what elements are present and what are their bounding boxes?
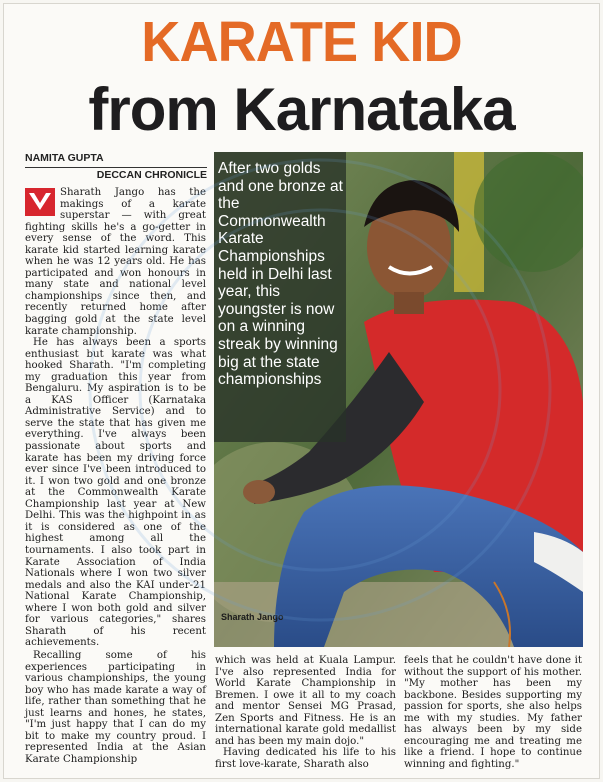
photo-caption: Sharath Jango [221, 612, 284, 622]
article-paragraph: He has always been a sports enthusiast but karate was what hooked Sharath. "I'm completing my graduation this year from Bengaluru. My aspiration is to be a KAS Officer (Karnataka Administrative Service) and to serve the state that has given me everything. I've always been passionate about sports and karate has been my driving force ever since I've been introduced to it. I won two gold and one bronze at the Commonwealth Karate Championship last year at New Delhi. This was the highpoint in as it is considered as one of the highest among all the tournaments. I also took part in Karate Association of India Nationals where I won two silver medals and also the KAI under-21 National Karate Championship, where I won both gold and silver for various categories," shares Sharath of his recent achievements. [25, 337, 206, 649]
publication-name: DECCAN CHRONICLE [25, 167, 207, 181]
dropcap-chevron-icon [25, 188, 55, 216]
article-paragraph: Recalling some of his experiences participating in various championships, the young boy who has made karate a way of life, rather than something that he just learns and hones, he states, "I'm just happy that I can do my bit to make my country proud. I represented India at the Asian Karate Championship [25, 650, 206, 765]
article-paragraph: feels that he couldn't have done it without the support of his mother. "My mother has been my backbone. Besides supporting my passion for sports, she also helps me with my studies. My father has always been by my side encouraging me and treating me like a friend. I hope to continue winning and fighting." [404, 655, 582, 770]
headline-line-1: KARATE KID [141, 10, 462, 74]
headline-line-2: from Karnataka [88, 76, 515, 143]
article-paragraph: Having dedicated his life to his first love-karate, Sharath also [215, 747, 396, 770]
article-column-3 [404, 655, 582, 770]
article-column-1-bottom [25, 650, 206, 765]
article-paragraph: Sharath Jango has the makings of a karate superstar — with great fighting skills he's a go-getter in every sense of the word. This karate kid started learning karate when he was 12 years old. He has participated and won honours in many state and national level championships since then, and recently returned home after bagging gold at the state level karate championship. [25, 187, 206, 337]
article-column-2 [215, 655, 396, 770]
byline [25, 152, 207, 181]
article-column-1 [25, 187, 206, 649]
article-paragraph: which was held at Kuala Lampur. I've also represented India for World Karate Championship in Bremen. I owe it all to my coach and mentor Sensei MG Prasad, Zen Sports and Fitness. He is an international karate gold medallist and has been my main dojo." [215, 655, 396, 747]
callout-text: After two golds and one bronze at the Commonwealth Karate Championships held in Delhi last year, this youngster is now on a winning streak by winning big at the state championships [218, 160, 343, 389]
author-name: NAMITA GUPTA [25, 152, 104, 164]
